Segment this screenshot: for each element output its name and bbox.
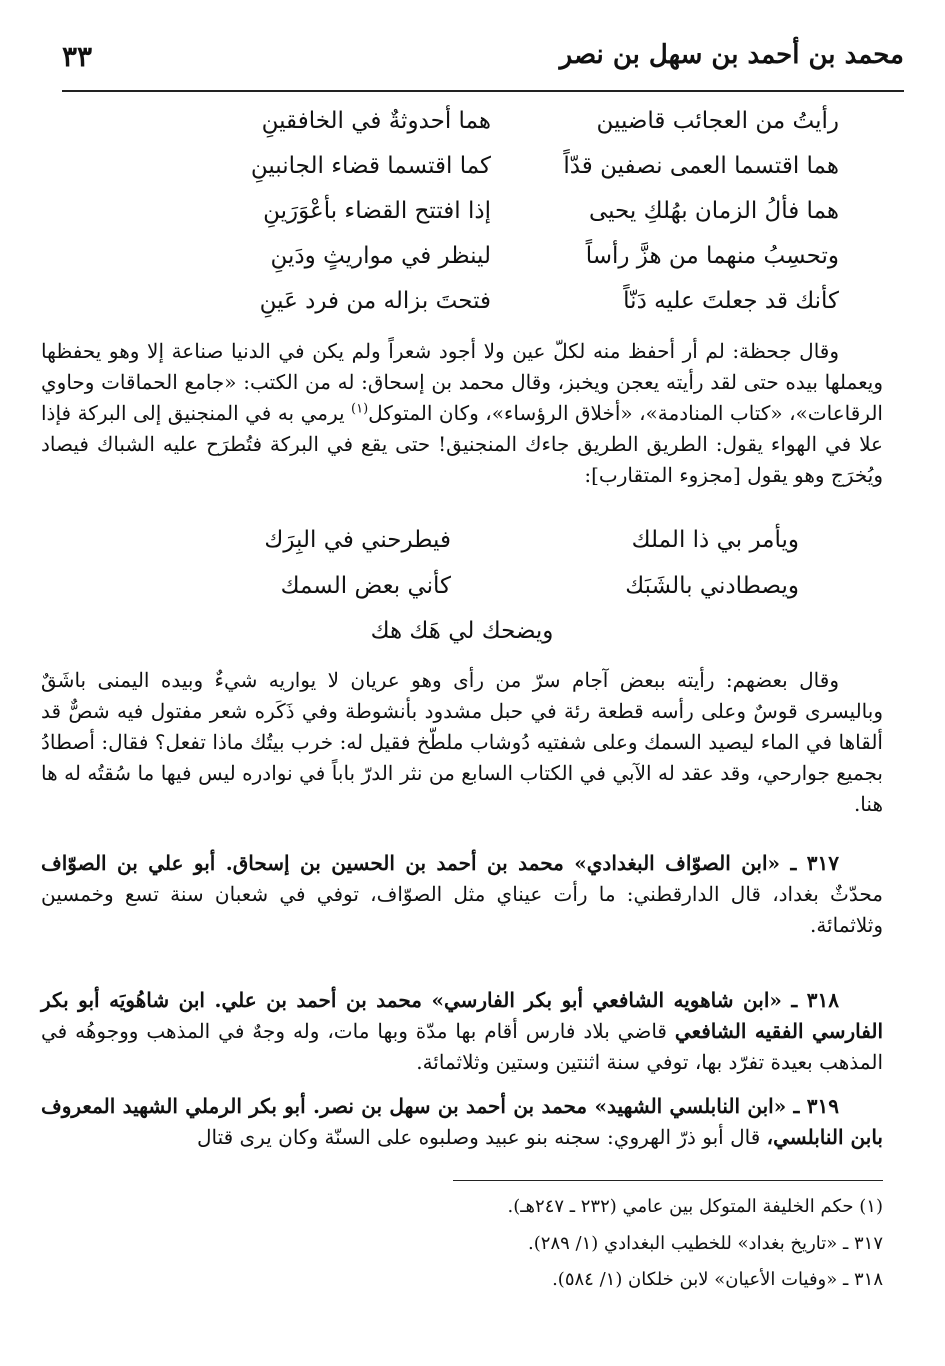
poem-verse	[41, 527, 883, 567]
running-title: محمد بن أحمد بن سهل بن نصر	[559, 40, 904, 70]
entry-heading: ٣١٧ ـ «ابن الصوّاف البغدادي» محمد بن أحمد بن الحسين بن إسحاق. أبو علي بن الصوّاف	[41, 851, 839, 875]
entry-text: قاضي بلاد فارس أقام بها مدّة وبها مات، وله وجهٌ في المذهب ووجوهُه في المذهب بعيدة تفرّد بها، توفي سنة اثنتين وستين وثلاثمائة.	[41, 1019, 883, 1074]
biography-entry-319	[41, 1091, 883, 1153]
verse-first-hemistich: كأنك قد جعلتَ عليه دَنّاً	[623, 288, 839, 314]
header-divider	[62, 90, 904, 92]
poem-verse	[41, 153, 883, 193]
verse-second-hemistich: إذا افتتح القضاء بأعْوَرَينِ	[263, 198, 491, 224]
body-paragraph: وقال بعضهم: رأيته ببعض آجام سرّ من رأى وهو عريان لا يواريه شيءٌ وبيده اليمنى باشَقٌ وباليسرى قوسٌ وعلى رأسه قطعة رئة في حبل مشدود بأنشوطة وفي ذَكَره شعر مفتول فيه شصٌّ قد ألقاها في الماء ليصيد السمك وعلى شفتيه دُوشاب ملطّخ فقيل له: خرب بيتُك ماذا تفعل؟ فقال: أصطادُ بجميع جوارحي، وقد عقد له الآبي في الكتاب السابع من نثر الدرّ باباً في نوادره ليس فيها ما سُقتُه له ها هنا.	[41, 668, 883, 816]
footnote-divider	[453, 1180, 883, 1181]
verse-first-hemistich: وتحسِبُ منهما من هزَّ رأساً	[585, 243, 839, 269]
entry-heading: ٣١٨ ـ «ابن شاهويه الشافعي أبو بكر الفارسي» محمد بن أحمد بن علي. ابن شاهُويَه أبو بكر الفارسي الفقيه الشافعي	[41, 988, 884, 1043]
verse-first-hemistich: رأيتُ من العجائب قاضيين	[596, 108, 839, 134]
footnote-marker: (١)	[351, 401, 369, 417]
verse-second-hemistich: لينظر في مواريثٍ ودَينِ	[270, 243, 491, 269]
footnote: ٣١٨ ـ «وفيات الأعيان» لابن خلكان (١/ ٥٨٤).	[552, 1269, 883, 1290]
poem-verse	[41, 618, 883, 658]
entry-heading: ٣١٩ ـ «ابن النابلسي الشهيد» محمد بن أحمد بن سهل بن نصر. أبو بكر الرملي الشهيد المعروف بابن النابلسي،	[41, 1094, 883, 1149]
entry-text: محدّثٌ بغداد، قال الدارقطني: ما رأت عيناي مثل الصوّاف، توفي في شعبان سنة تسع وخمسين وثلاثمائة.	[41, 882, 883, 937]
biography-entry-318	[41, 985, 883, 1078]
paragraph-text: يرمي به في المنجنيق إلى البركة فإذا علا في الهواء يقول: الطريق الطريق جاءك المنجنيق! حتى يقع في البركة فتُطرَح عليه الشباك فيصاد ويُخرَج وهو يقول [مجزوء المتقارب]:	[41, 401, 883, 487]
verse-first-hemistich: ويصطادني بالشَبَك	[625, 573, 799, 599]
page-number: ٣٣	[62, 40, 93, 73]
poem-verse	[41, 288, 883, 328]
verse-second-hemistich: فيطرحني في البِرَك	[264, 527, 451, 553]
poem-verse	[41, 108, 883, 148]
biography-entry-317	[41, 848, 883, 941]
verse-second-hemistich: كما اقتسما قضاء الجانبينِ	[250, 153, 491, 179]
verse-single-line: ويضحك لي هَك هك	[370, 618, 554, 644]
verse-second-hemistich: كأني بعض السمك	[280, 573, 451, 599]
verse-first-hemistich: هما اقتسما العمى نصفين قدّاً	[563, 153, 839, 179]
footnote: (١) حكم الخليفة المتوكل بين عامي (٢٣٢ ـ ٢٤٧هـ).	[507, 1196, 883, 1217]
running-header	[62, 40, 904, 80]
verse-second-hemistich: هما أحدوثةٌ في الخافقينِ	[261, 108, 491, 134]
poem-verse	[41, 243, 883, 283]
verse-first-hemistich: هما فألُ الزمان بهُلكِ يحيى	[588, 198, 839, 224]
poem-verse	[41, 573, 883, 613]
footnote: ٣١٧ ـ «تاريخ بغداد» للخطيب البغدادي (١/ ٢٨٩).	[528, 1233, 883, 1254]
verse-second-hemistich: فتحتَ بزاله من فرد عَينِ	[259, 288, 491, 314]
entry-text: قال أبو ذرّ الهروي: سجنه بنو عبيد وصلبوه على السنّة وكان يرى قتال	[196, 1125, 767, 1149]
verse-first-hemistich: ويأمر بي ذا الملك	[631, 527, 799, 553]
paragraph-text: وقال جحظة: لم أر أحفظ منه لكلّ عين ولا أجود شعراً ولم يكن في الدنيا صناعة إلا وهو يحفظها ويعملها بيده حتى لقد رأيته يعجن ويخبز، وقال محمد بن إسحاق: له من الكتب: «جامع الحماقات وحاوي الرقاعات»، «كتاب المنادمة»، «أخلاق الرؤساء»، وكان المتوكل	[41, 339, 883, 425]
poem-verse	[41, 198, 883, 238]
body-paragraph	[41, 336, 883, 491]
